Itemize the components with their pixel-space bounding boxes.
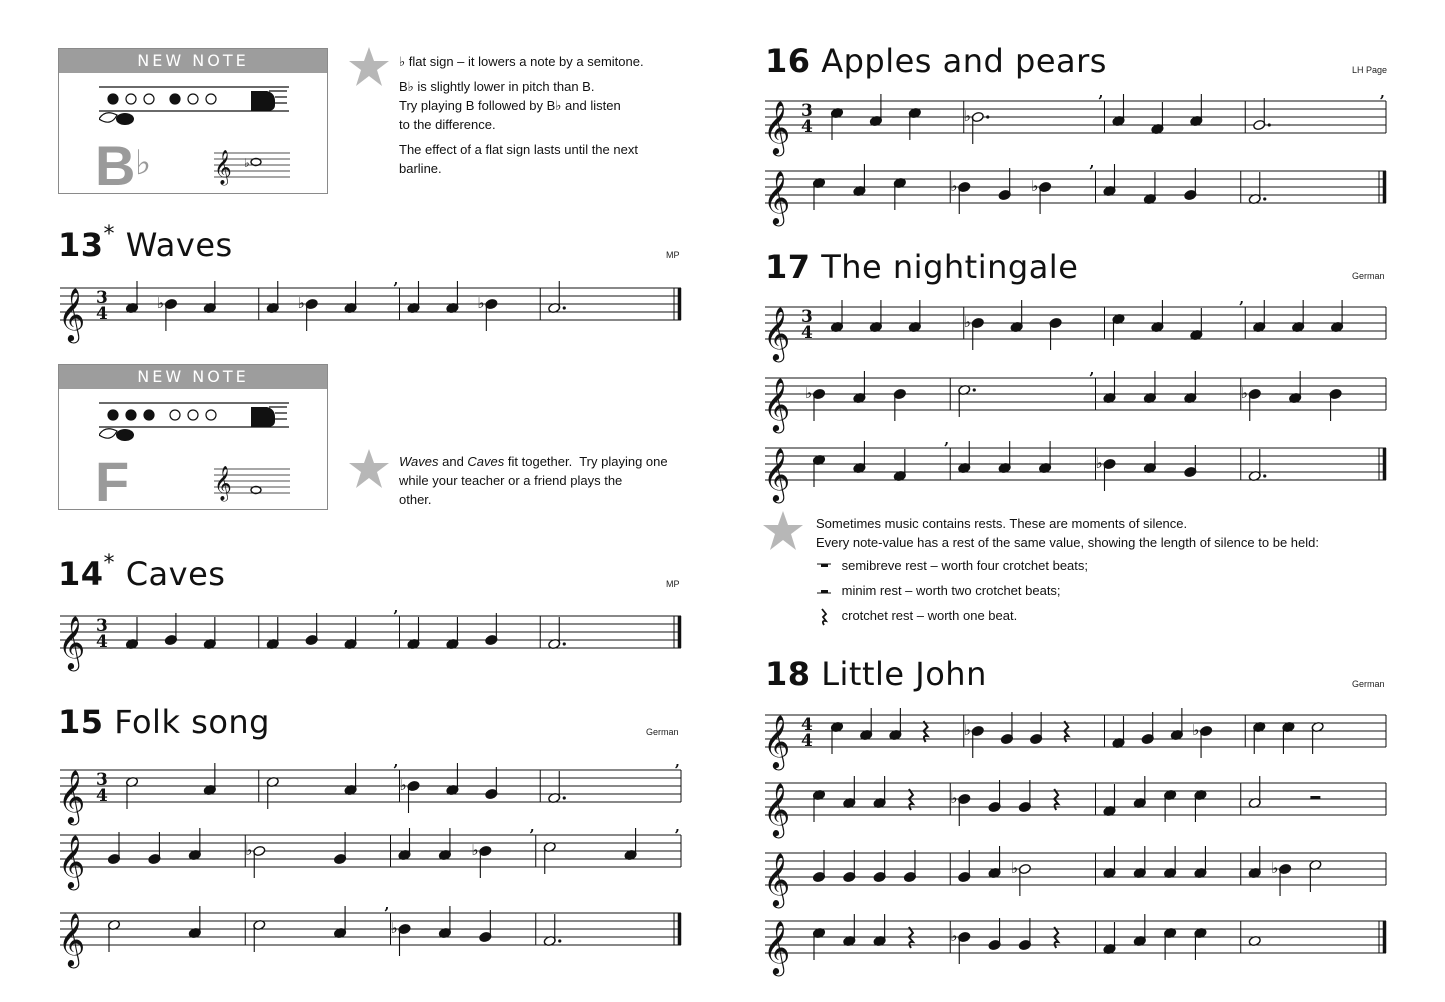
treble-clef-icon: 𝄞	[763, 920, 791, 974]
breath-mark: ,	[384, 897, 390, 913]
breath-mark: ,	[1239, 291, 1245, 307]
piece-name: Caves	[125, 555, 226, 593]
rests-tip	[816, 514, 1416, 552]
breath-mark: ,	[1380, 85, 1385, 101]
new-note-header: NEW NOTE	[59, 49, 327, 73]
treble-clef-icon: 𝄞	[763, 714, 791, 768]
time-signature-bottom: 4	[96, 632, 108, 652]
new-note-box-b-flat	[58, 48, 328, 197]
tip-text: other.	[399, 492, 432, 507]
breath-mark: ,	[393, 272, 399, 288]
waves-caves-tip	[399, 452, 694, 509]
treble-clef-icon: 𝄞	[58, 615, 86, 669]
breath-mark: ,	[393, 754, 399, 770]
flat-sign: ♭	[1095, 454, 1103, 472]
closed-hole	[144, 410, 154, 420]
flat-sign-tip	[399, 52, 689, 178]
flat-sign: ♭	[1240, 384, 1248, 402]
asterisk: *	[103, 551, 116, 576]
piece-number: 17	[765, 248, 811, 286]
star-icon	[348, 46, 390, 88]
dot	[563, 796, 566, 799]
note-letter: B	[95, 134, 136, 197]
staff-16-line-1	[763, 85, 1390, 154]
flat-sign: ♭	[950, 927, 958, 945]
dot	[563, 306, 566, 309]
treble-clef-icon: 𝄞	[763, 170, 791, 224]
breath-mark: ,	[393, 600, 399, 616]
tip-line: B♭ is slightly lower in pitch than B.	[399, 79, 595, 94]
flat-sign: ♭	[399, 776, 407, 794]
flat-sign: ♭	[1010, 859, 1018, 877]
piece-source: LH Page	[1352, 65, 1388, 75]
time-signature-top: 3	[96, 616, 108, 636]
dot	[973, 388, 976, 391]
dot	[1268, 123, 1271, 126]
tip-text: while your teacher or a friend plays the	[399, 473, 623, 488]
note-letter: F	[95, 450, 130, 513]
rest-item-minim	[816, 583, 1061, 598]
star-icon	[348, 448, 390, 490]
flat-sign: ♭	[963, 721, 971, 739]
staff-15-line-1	[58, 754, 685, 823]
dot	[986, 115, 989, 118]
tip-text: and	[438, 454, 468, 469]
italic-title: Waves	[399, 454, 439, 469]
star-icon	[762, 510, 804, 552]
tip-line: to the difference.	[399, 117, 496, 132]
time-signature-bottom: 4	[96, 786, 108, 806]
staff-18-line-2	[763, 771, 1390, 836]
flat-sign: ♭	[471, 841, 479, 859]
time-signature-top: 4	[801, 715, 813, 735]
flat-sign: ♭	[390, 919, 398, 937]
dot	[563, 642, 566, 645]
recorder-fingering-icon	[99, 83, 319, 131]
staff-17-line-1	[763, 291, 1390, 360]
breath-mark: ,	[1098, 85, 1104, 101]
piece-number: 15	[58, 703, 104, 741]
dot	[558, 939, 561, 942]
rest-label: crotchet rest – worth one beat.	[841, 608, 1018, 624]
staff-18-line-3	[763, 841, 1390, 906]
time-signature-top: 3	[96, 288, 108, 308]
treble-clef-icon: 𝄞	[763, 852, 791, 906]
tip-line: ♭ flat sign – it lowers a note by a semitone.	[399, 54, 644, 69]
treble-clef-icon: 𝄞	[763, 306, 791, 360]
open-hole	[206, 410, 216, 420]
staff-14	[58, 600, 685, 669]
treble-clef-icon: 𝄞	[763, 782, 791, 836]
flat-sign: ♭	[477, 294, 485, 312]
breath-mark: ,	[675, 754, 680, 770]
breath-mark: ,	[529, 819, 535, 835]
piece-name: Waves	[125, 226, 233, 264]
breath-mark: ,	[675, 819, 680, 835]
piece-source: German	[1352, 679, 1385, 689]
treble-clef-icon: 𝄞	[58, 912, 86, 966]
staff-13	[58, 272, 685, 341]
open-hole	[188, 410, 198, 420]
staff-18-line-4	[763, 909, 1390, 974]
crotchet-rest-icon	[816, 608, 832, 626]
closed-hole	[126, 410, 136, 420]
flat-sign: ♭	[1192, 721, 1200, 739]
piece-source: MP	[666, 250, 680, 260]
flat-sign: ♭	[297, 294, 305, 312]
rest-label: semibreve rest – worth four crotchet beats;	[841, 558, 1089, 573]
closed-hole	[108, 410, 118, 420]
treble-clef-icon: 𝄞	[58, 287, 86, 341]
svg-text:♭: ♭	[244, 156, 250, 170]
tip-line: The effect of a flat sign lasts until the next	[399, 142, 638, 157]
time-signature-bottom: 4	[801, 323, 813, 343]
dot	[1263, 197, 1266, 200]
piece-name: Folk song	[114, 703, 270, 741]
rest-item-crotchet	[816, 608, 1017, 626]
semibreve-rest-icon	[816, 561, 832, 573]
recorder-fingering-icon	[99, 399, 319, 447]
flat-sign: ♭	[963, 107, 971, 125]
flat-sign: ♭	[1271, 859, 1279, 877]
staff-15-line-2	[58, 819, 685, 888]
piece-title-17	[765, 248, 1078, 286]
note-accidental: ♭	[135, 143, 152, 183]
italic-title: Caves	[467, 454, 505, 469]
closed-hole	[170, 94, 180, 104]
piece-source: German	[646, 727, 679, 737]
piece-title-13	[58, 222, 233, 264]
staff-15-line-3	[58, 897, 685, 966]
tip-text: fit together. Try playing one	[504, 454, 668, 469]
open-hole	[206, 94, 216, 104]
piece-number: 13	[58, 226, 104, 264]
piece-source: German	[1352, 271, 1385, 281]
piece-name: Apples and pears	[821, 42, 1107, 80]
open-hole	[144, 94, 154, 104]
piece-number: 18	[765, 655, 811, 693]
flat-sign: ♭	[963, 313, 971, 331]
piece-name: Little John	[821, 655, 987, 693]
piece-number: 16	[765, 42, 811, 80]
svg-text:𝄞: 𝄞	[214, 150, 232, 185]
piece-name: The nightingale	[821, 248, 1079, 286]
new-note-header: NEW NOTE	[59, 365, 327, 389]
piece-title-15	[58, 703, 270, 741]
piece-title-14	[58, 551, 226, 593]
time-signature-top: 3	[801, 101, 813, 121]
staff-17-line-3	[763, 432, 1390, 501]
breath-mark: ,	[1089, 362, 1095, 378]
minim-rest	[1310, 796, 1320, 799]
flat-sign: ♭	[805, 384, 813, 402]
new-note-staff	[214, 147, 294, 187]
time-signature-top: 3	[801, 307, 813, 327]
treble-clef-icon: 𝄞	[58, 834, 86, 888]
time-signature-top: 3	[96, 770, 108, 790]
tip-line: Try playing B followed by B♭ and listen	[399, 98, 621, 113]
breath-mark: ,	[1089, 155, 1095, 171]
piece-source: MP	[666, 579, 680, 589]
breath-mark: ,	[944, 432, 950, 448]
rest-item-semibreve	[816, 558, 1088, 573]
flat-sign: ♭	[156, 294, 164, 312]
staff-18-line-1	[763, 703, 1390, 768]
treble-clef-icon: 𝄞	[58, 769, 86, 823]
open-hole	[170, 410, 180, 420]
piece-title-18	[765, 655, 987, 693]
tip-text: Every note-value has a rest of the same value, showing the length of silence to be held:	[816, 535, 1319, 550]
time-signature-bottom: 4	[96, 304, 108, 324]
svg-text:𝄞: 𝄞	[214, 466, 232, 501]
open-hole	[188, 94, 198, 104]
treble-clef-icon: 𝄞	[763, 447, 791, 501]
open-hole	[126, 94, 136, 104]
asterisk: *	[103, 222, 116, 247]
tip-line: barline.	[399, 161, 442, 176]
closed-hole	[108, 94, 118, 104]
dot	[1263, 474, 1266, 477]
staff-17-line-2	[763, 362, 1390, 431]
flat-sign: ♭	[950, 177, 958, 195]
treble-clef-icon: 𝄞	[763, 100, 791, 154]
time-signature-bottom: 4	[801, 117, 813, 137]
staff-16-line-2	[763, 155, 1390, 224]
tip-text: Sometimes music contains rests. These are moments of silence.	[816, 516, 1188, 531]
new-note-staff	[214, 463, 294, 503]
piece-title-16	[765, 42, 1107, 80]
minim-rest-icon	[816, 586, 832, 598]
time-signature-bottom: 4	[801, 731, 813, 751]
treble-clef-icon: 𝄞	[763, 377, 791, 431]
new-note-box-f	[58, 364, 328, 513]
rest-label: minim rest – worth two crotchet beats;	[841, 583, 1061, 598]
flat-sign: ♭	[1031, 177, 1039, 195]
flat-sign: ♭	[950, 789, 958, 807]
flat-sign: ♭	[245, 841, 253, 859]
piece-number: 14	[58, 555, 104, 593]
